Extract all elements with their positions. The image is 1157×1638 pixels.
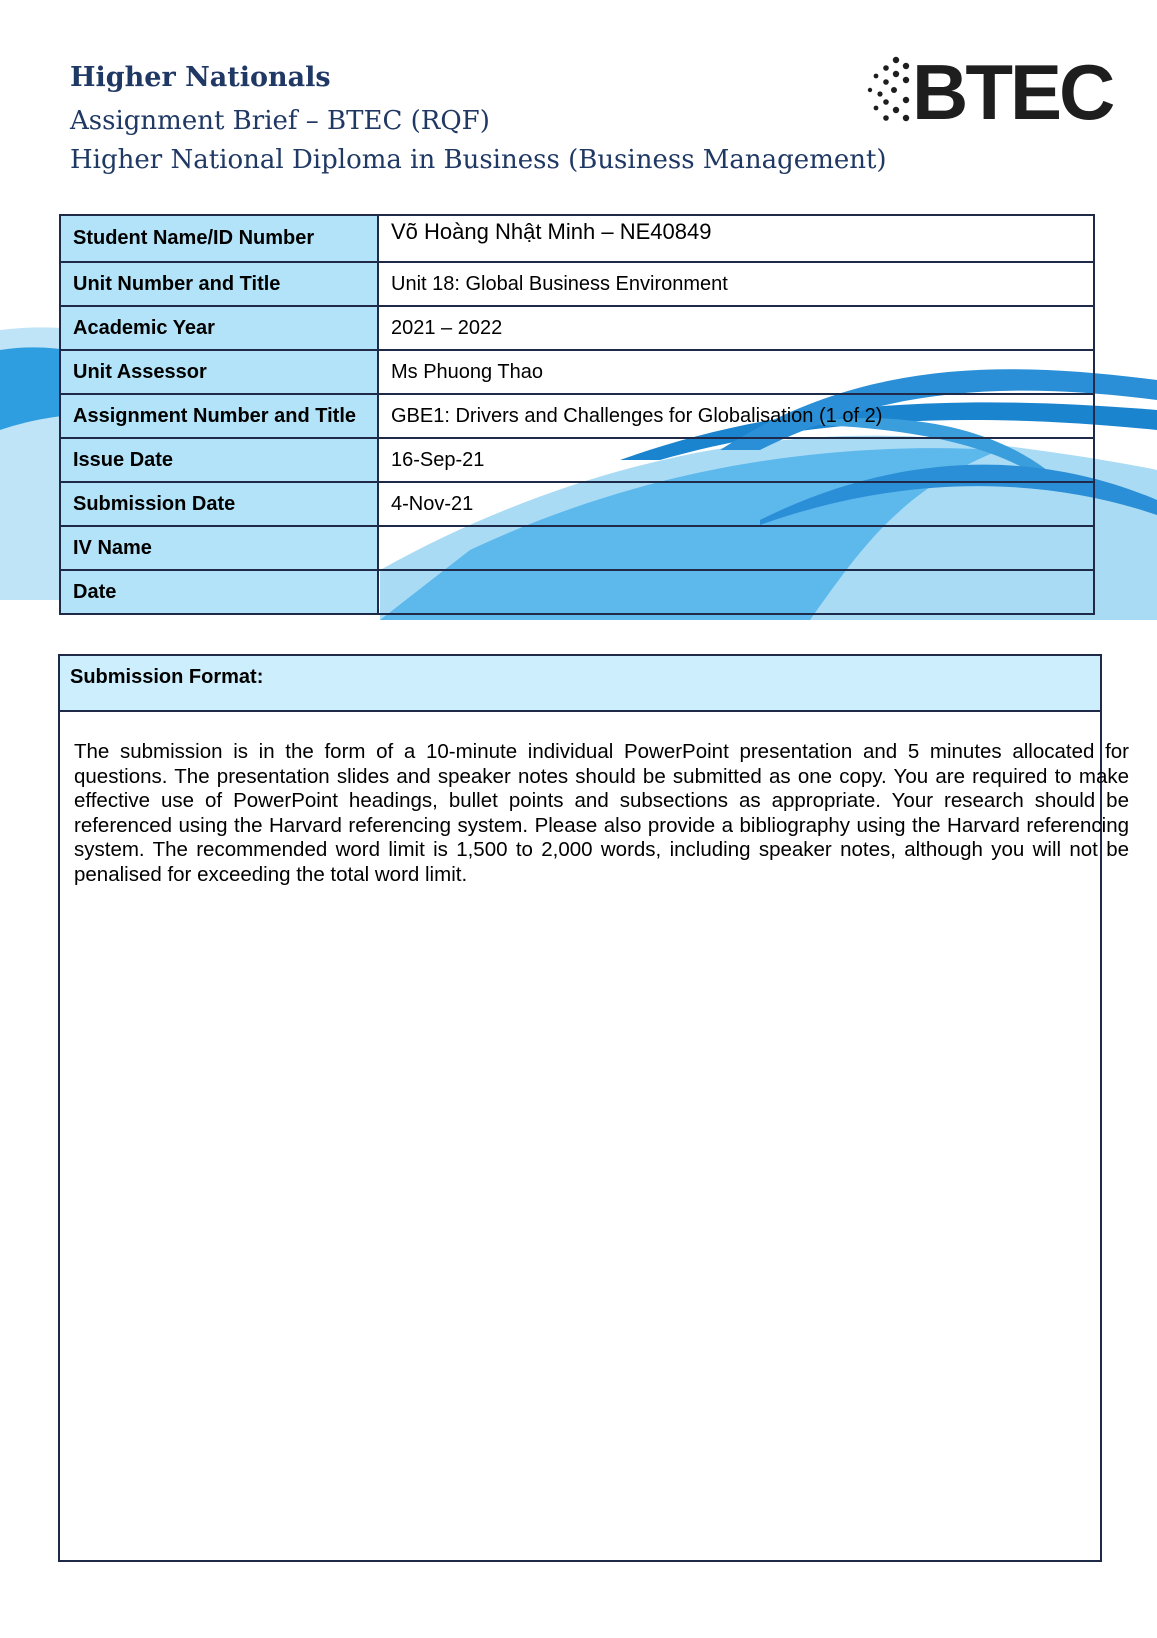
table-row	[60, 482, 1094, 526]
row-value	[378, 570, 1094, 614]
table-row	[60, 215, 1094, 262]
row-label: Unit Assessor	[60, 350, 378, 394]
row-label: Unit Number and Title	[60, 262, 378, 306]
table-row	[60, 306, 1094, 350]
header-subtitle: Assignment Brief – BTEC (RQF)	[70, 106, 490, 136]
table-row	[60, 570, 1094, 614]
table-row	[60, 526, 1094, 570]
btec-logo	[866, 48, 1113, 136]
row-label: Student Name/ID Number	[60, 215, 378, 262]
row-label: Submission Date	[60, 482, 378, 526]
row-value: 16-Sep-21	[378, 438, 1094, 482]
row-label: Date	[60, 570, 378, 614]
submission-format-body: The submission is in the form of a 10-minute individual PowerPoint presentation and 5 minutes allocated for questions. The presentation slides and speaker notes should be submitted as one copy. You are required to make effective use of PowerPoint headings, bullet points and subsections as appropriate. Your research should be referenced using the Harvard referencing system. Please also provide a bibliography using the Harvard referencing system. The recommended word limit is 1,500 to 2,000 words, including speaker notes, although you will not be penalised for exceeding the total word limit.	[74, 740, 1129, 886]
row-value: GBE1: Drivers and Challenges for Globalisation (1 of 2)	[378, 394, 1094, 438]
submission-format-heading: Submission Format:	[60, 656, 1100, 712]
row-label: Issue Date	[60, 438, 378, 482]
table-row	[60, 262, 1094, 306]
table-row	[60, 394, 1094, 438]
row-value: Võ Hoàng Nhật Minh – NE40849	[378, 215, 1094, 262]
row-value: 4-Nov-21	[378, 482, 1094, 526]
btec-logo-text: BTEC	[912, 48, 1113, 136]
header-programme: Higher National Diploma in Business (Business Management)	[70, 145, 887, 175]
row-value: 2021 – 2022	[378, 306, 1094, 350]
table-row	[60, 438, 1094, 482]
table-row	[60, 350, 1094, 394]
header-title: Higher Nationals	[70, 62, 331, 93]
assignment-info-table	[59, 214, 1095, 615]
row-label: IV Name	[60, 526, 378, 570]
row-label: Academic Year	[60, 306, 378, 350]
row-value	[378, 526, 1094, 570]
row-value: Unit 18: Global Business Environment	[378, 262, 1094, 306]
row-label: Assignment Number and Title	[60, 394, 378, 438]
btec-dots-icon	[866, 56, 914, 126]
row-value: Ms Phuong Thao	[378, 350, 1094, 394]
